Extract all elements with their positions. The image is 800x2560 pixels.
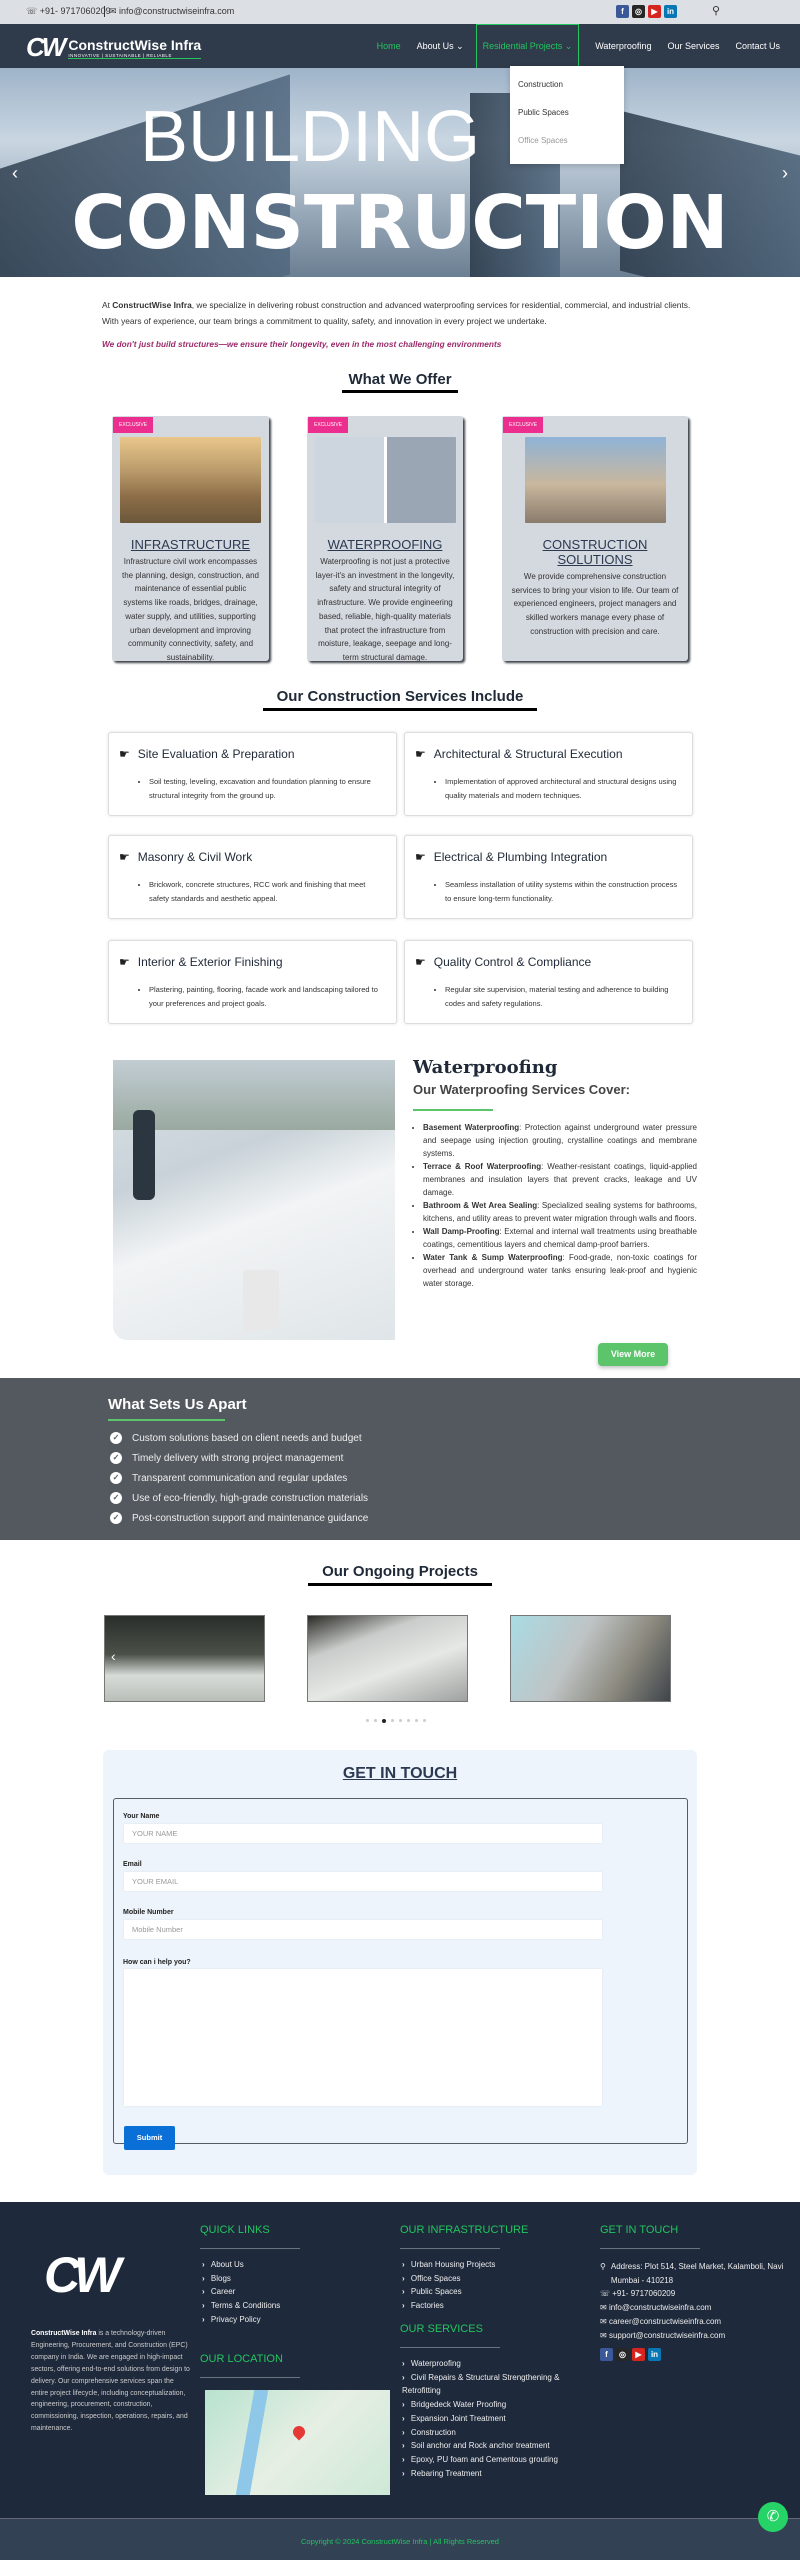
footer-link[interactable]: › Public Spaces — [402, 2285, 495, 2299]
hero-line-1: BUILDING — [140, 97, 481, 177]
service-card: ☛ Site Evaluation & Preparation • Soil testing, leveling, excavation and foundation planning to ensure structural integrity from the ground up. — [108, 732, 397, 816]
waterproofing-item: • Wall Damp-Proofing: External and internal wall treatments using breathable coatings, cementitious layers and chemical damp-proof barriers. — [423, 1225, 697, 1251]
footer-email[interactable]: ✉ info@constructwiseinfra.com — [600, 2303, 712, 2313]
facebook-icon[interactable]: f — [600, 2348, 613, 2361]
carousel-next-arrow[interactable]: › — [682, 1648, 687, 1664]
pointing-hand-icon: ☛ — [119, 955, 130, 969]
service-card: ☛ Masonry & Civil Work • Brickwork, concrete structures, RCC work and finishing that meet safety standards and aesthetic appeal. — [108, 835, 397, 919]
map-pin-icon — [291, 2424, 308, 2441]
waterproofing-photo — [113, 1060, 395, 1340]
intro-text: At ConstructWise Infra, we specialize in delivering robust construction and advanced waterproofing services for residential, commercial, and industrial clients. With years of experience, our team brings a commitment to quality, safety, and innovation in every project we undertake. — [102, 300, 691, 326]
footer-link[interactable]: › Epoxy, PU foam and Cementous grouting — [402, 2453, 577, 2467]
pointing-hand-icon: ☛ — [415, 850, 426, 864]
carousel-prev-arrow[interactable]: ‹ — [111, 1648, 116, 1664]
footer-link[interactable]: › About Us — [202, 2258, 280, 2272]
location-map[interactable] — [205, 2390, 390, 2495]
waterproofing-section: Waterproofing Our Waterproofing Services Cover: • Basement Waterproofing: Protection against underground water pressure and seepage using injection grouting, crystalline coatings and membrane systems. • Terrace & Roof Waterproofing: Weather-resistant coatings, liquid-applied membranes and insulation layers that prevent cracks, leakage and UV damage. • Bathroom & Wet Area Sealing: Specialized sealing systems for bathrooms, kitchens, and utility areas to prevent water migration through walls and floors. • Wall Damp-Proofing: External and internal wall treatments using breathable coatings, cementitious layers and chemical damp-proof barriers. • Water Tank & Sump Waterproofing: Food-grade, non-toxic coatings for overhead and underground water tanks ensuring leak-proof and hygienic water storage. — [413, 1057, 697, 1290]
infrastructure-image — [120, 437, 261, 523]
footer-link[interactable]: › Urban Housing Projects — [402, 2258, 495, 2272]
footer-email[interactable]: ✉ career@constructwiseinfra.com — [600, 2316, 722, 2326]
waterproofing-item: • Basement Waterproofing: Protection against underground water pressure and seepage using injection grouting, crystalline coatings and membrane systems. — [423, 1121, 697, 1160]
contact-section: GET IN TOUCH Your Name YOUR NAME Email YOUR EMAIL Mobile Number Mobile Number How can i help you? Submit — [103, 1750, 697, 2175]
top-bar — [0, 0, 800, 24]
service-card: ☛ Architectural & Structural Execution • Implementation of approved architectural and structural designs using quality materials and modern techniques. — [404, 732, 693, 816]
project-slide[interactable] — [510, 1615, 671, 1702]
logo[interactable]: CW ConstructWise Infra INNOVATIVE | SUSTAINABLE | RELIABLE — [26, 32, 202, 62]
what-sets-us-apart: What Sets Us Apart ✓ Custom solutions based on client needs and budget ✓ Timely delivery with strong project management ✓ Transparent communication and regular updates ✓ Use of eco-friendly, high-grade construction materials ✓ Post-construction support and maintenance guidance — [0, 1378, 800, 1540]
service-card: ☛ Interior & Exterior Finishing • Plastering, painting, flooring, facade work and landscaping tailored to your preferences and project goals. — [108, 940, 397, 1024]
footer-phone[interactable]: ☏ +91- 9717060209 — [600, 2289, 676, 2299]
waterproofing-item: • Water Tank & Sump Waterproofing: Food-grade, non-toxic coatings for overhead and underground water tanks ensuring leak-proof and hygienic water storage. — [423, 1251, 697, 1290]
check-circle-icon: ✓ — [110, 1452, 122, 1464]
offer-card-construction-solutions[interactable]: EXCLUSIVE CONSTRUCTION SOLUTIONS We provide comprehensive construction services to bring your vision to life. Our team of experienced engineers, project managers and skilled workers manage every phase of construction with precision and care. — [502, 416, 688, 661]
email-contact[interactable]: ✉ info@constructwiseinfra.com — [104, 6, 234, 17]
view-more-button[interactable]: View More — [598, 1343, 668, 1366]
construction-services-heading: Our Construction Services Include — [0, 688, 800, 711]
waterproofing-item: • Terrace & Roof Waterproofing: Weather-resistant coatings, liquid-applied membranes and insulation layers that prevent cracks, leakage and UV damage. — [423, 1160, 697, 1199]
footer-link[interactable]: › Soil anchor and Rock anchor treatment — [402, 2439, 577, 2453]
waterproofing-item: • Bathroom & Wet Area Sealing: Specialized sealing systems for bathrooms, kitchens, and utility areas to prevent water migration through walls and floors. — [423, 1199, 697, 1225]
footer-link[interactable]: › Terms & Conditions — [202, 2299, 280, 2313]
youtube-icon[interactable]: ▶ — [648, 5, 661, 18]
nav-about-us[interactable]: About Us ⌄ — [416, 40, 464, 51]
facebook-icon[interactable]: f — [616, 5, 629, 18]
instagram-icon[interactable]: ◎ — [632, 5, 645, 18]
pointing-hand-icon: ☛ — [415, 955, 426, 969]
footer-contact-info: ⚲ Address: Plot 514, Steel Market, Kalamboli, Navi Mumbai - 410218 ☏ +91- 9717060209 ✉ info@constructwiseinfra.com ✉ career@constructwiseinfra.com ✉ support@constructwiseinfra.com f ◎ ▶ in — [600, 2260, 790, 2362]
mobile-input[interactable]: Mobile Number — [124, 1920, 602, 1939]
apart-item: ✓ Post-construction support and maintenance guidance — [110, 1508, 368, 1528]
offer-card-waterproofing[interactable]: EXCLUSIVE WATERPROOFING Waterproofing is not just a protective layer-it's an investment in the longevity, safety and structural integrity of infrastructure. We provide engineering based, reliable, high-quality materials that protect the infrastructure from moisture, leakage, seepage and long-term structural damage. — [307, 416, 463, 661]
project-slide[interactable] — [104, 1615, 265, 1702]
hero-next-arrow[interactable]: › — [782, 163, 788, 183]
construction-solutions-image — [525, 437, 666, 523]
footer-link[interactable]: › Civil Repairs & Structural Strengthening & Retrofitting — [402, 2371, 577, 2398]
pointing-hand-icon: ☛ — [119, 850, 130, 864]
copyright-bar: Copyright © 2024 ConstructWise Infra | All Rights Reserved — [0, 2518, 800, 2560]
location-pin-icon: ⚲ — [600, 2262, 606, 2271]
linkedin-icon[interactable]: in — [648, 2348, 661, 2361]
footer-email[interactable]: ✉ support@constructwiseinfra.com — [600, 2330, 726, 2340]
carousel-dots[interactable] — [366, 1719, 431, 1723]
footer-link[interactable]: › Expansion Joint Treatment — [402, 2412, 577, 2426]
footer-link[interactable]: › Factories — [402, 2299, 495, 2313]
main-nav — [0, 24, 800, 68]
offer-card-infrastructure[interactable]: EXCLUSIVE INFRASTRUCTURE Infrastructure civil work encompasses the planning, design, construction, and maintenance of essential public systems like roads, bridges, drainage, water supply, and utilities, supporting urban development and improving community connectivity, safety, and sustainability. — [112, 416, 269, 661]
apart-item: ✓ Use of eco-friendly, high-grade construction materials — [110, 1488, 368, 1508]
nav-contact-us[interactable]: Contact Us — [735, 41, 780, 51]
residential-projects-dropdown — [510, 66, 624, 164]
dropdown-item-public-spaces[interactable]: Public Spaces — [518, 108, 569, 117]
waterproofing-image — [315, 437, 456, 523]
apart-item: ✓ Timely delivery with strong project management — [110, 1448, 368, 1468]
what-we-offer-heading: What We Offer — [0, 371, 800, 393]
check-circle-icon: ✓ — [110, 1472, 122, 1484]
footer-link[interactable]: › Bridgedeck Water Proofing — [402, 2398, 577, 2412]
footer-link[interactable]: › Office Spaces — [402, 2272, 495, 2286]
nav-home[interactable]: Home — [376, 41, 401, 51]
check-circle-icon: ✓ — [110, 1432, 122, 1444]
footer-link[interactable]: › Blogs — [202, 2272, 280, 2286]
service-card: ☛ Electrical & Plumbing Integration • Seamless installation of utility systems within the construction process to ensure long-term functionality. — [404, 835, 693, 919]
footer-link[interactable]: › Rebaring Treatment — [402, 2467, 577, 2481]
footer-link[interactable]: › Privacy Policy — [202, 2313, 280, 2327]
nav-our-services[interactable]: Our Services — [667, 41, 720, 51]
name-input[interactable]: YOUR NAME — [124, 1824, 602, 1843]
footer-about: ConstructWise Infra is a technology-driven Engineering, Procurement, and Construction (EPC) company in India. We are engaged in high-impact sectors, offering end-to-end solutions from design to delivery. Our comprehensive services span the entire project lifecycle, including conceptualization, engineering, procurement, construction, commissioning, inspection, operations, repairs, and maintenance. — [31, 2330, 190, 2433]
pointing-hand-icon: ☛ — [415, 747, 426, 761]
footer-link[interactable]: › Construction — [402, 2426, 577, 2440]
intro-tagline: We don't just build structures—we ensure their longevity, even in the most challenging environments — [102, 339, 502, 349]
nav-residential-projects[interactable]: Residential Projects ⌄ — [476, 24, 580, 68]
linkedin-icon[interactable]: in — [664, 5, 677, 18]
hero-prev-arrow[interactable]: ‹ — [12, 163, 18, 183]
dropdown-item-construction[interactable]: Construction — [518, 80, 563, 89]
phone-contact[interactable]: ☏ +91- 9717060209 — [26, 6, 111, 16]
search-icon[interactable]: ⚲ — [712, 5, 721, 17]
whatsapp-icon[interactable]: ✆ — [758, 2502, 788, 2532]
nav-waterproofing[interactable]: Waterproofing — [595, 41, 652, 51]
footer: CW ConstructWise Infra is a technology-driven Engineering, Procurement, and Construction (EPC) company in India. We are engaged in high-impact sectors, offering end-to-end solutions from design to delivery. Our comprehensive services span the entire project lifecycle, including conceptualization, engineering, procurement, construction, commissioning, inspection, operations, repairs, and maintenance. QUICK LINKS › About Us › Blogs › Career › Terms & Conditions › Privacy Policy OUR LOCATION OUR INFRASTRUCTURE › Urban Housing Projects › Office Spaces › Public Spaces › Factories OUR SERVICES › Waterproofing › Civil Repairs & Structural Strengthening & Retrofitting › Bridgedeck Water Proofing › Expansion Joint Treatment › Construction › Soil anchor and Rock anchor treatment › Epoxy, PU foam and Cementous grouting › Rebaring Treatment GET IN TOUCH ⚲ Address: Plot 514, Steel Market, Kalamboli, Navi Mumbai - 410218 ☏ +91- 9717060209 ✉ info@constructwiseinfra.com ✉ career@constructwiseinfra.com ✉ support@constructwiseinfra.com f ◎ ▶ in — [0, 2202, 800, 2518]
hero-slider — [0, 68, 800, 277]
apart-item: ✓ Custom solutions based on client needs and budget — [110, 1428, 368, 1448]
pointing-hand-icon: ☛ — [119, 747, 130, 761]
footer-link[interactable]: › Waterproofing — [402, 2357, 577, 2371]
service-card: ☛ Quality Control & Compliance • Regular site supervision, material testing and adherence to building codes and safety regulations. — [404, 940, 693, 1024]
message-textarea[interactable] — [124, 1969, 602, 2106]
contact-form: Your Name YOUR NAME Email YOUR EMAIL Mobile Number Mobile Number How can i help you? Submit — [113, 1798, 688, 2144]
email-input[interactable]: YOUR EMAIL — [124, 1872, 602, 1891]
instagram-icon[interactable]: ◎ — [616, 2348, 629, 2361]
check-circle-icon: ✓ — [110, 1512, 122, 1524]
ongoing-projects-heading: Our Ongoing Projects — [0, 1563, 800, 1586]
youtube-icon[interactable]: ▶ — [632, 2348, 645, 2361]
footer-logo: CW — [44, 2247, 116, 2303]
check-circle-icon: ✓ — [110, 1492, 122, 1504]
dropdown-item-office-spaces[interactable]: Office Spaces — [518, 136, 568, 145]
apart-item: ✓ Transparent communication and regular updates — [110, 1468, 368, 1488]
hero-line-2: CONSTRUCTION — [71, 180, 729, 266]
submit-button[interactable]: Submit — [124, 2126, 175, 2150]
project-slide[interactable] — [307, 1615, 468, 1702]
footer-link[interactable]: › Career — [202, 2285, 280, 2299]
